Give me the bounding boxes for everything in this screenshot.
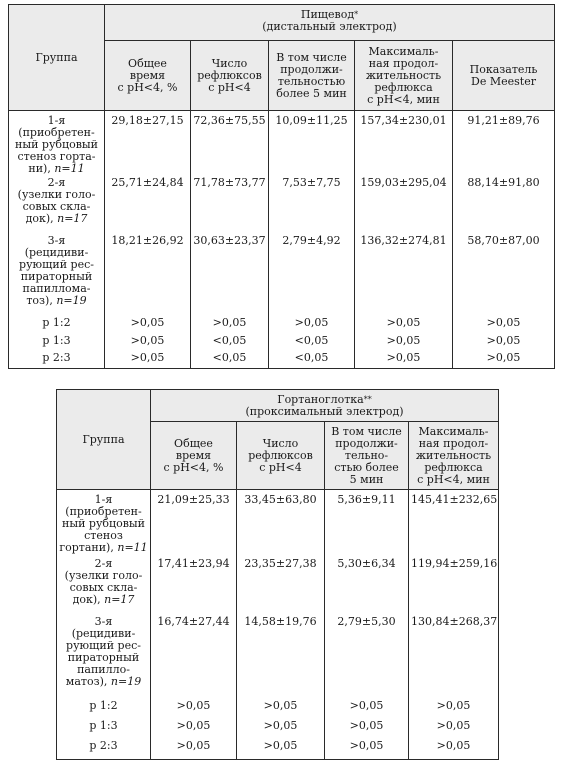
group-header: Группа (9, 5, 105, 111)
table-cell: >0,05 (409, 720, 499, 740)
table-cell: >0,05 (409, 700, 499, 720)
column-header: Максималь- ная продол- жительность рефлюкса с рН<4, мин (355, 41, 453, 111)
table-cell: 88,14±91,80 (453, 177, 555, 235)
hypopharynx-table (56, 389, 499, 760)
column-header: Число рефлюксов с рН<4 (237, 422, 325, 490)
table-cell: >0,05 (151, 700, 237, 720)
table-cell: 58,70±87,00 (453, 235, 555, 317)
title-text: Гортаноглотка (277, 393, 364, 406)
group-label: 1-я (приобретен- ный рубцовый стеноз гортани), n=11 (57, 490, 151, 558)
table-cell: >0,05 (151, 720, 237, 740)
title-text: Пищевод (300, 8, 355, 21)
table-cell: 71,78±73,77 (191, 177, 269, 235)
table-cell: >0,05 (325, 700, 409, 720)
table-cell: 91,21±89,76 (453, 111, 555, 177)
table-cell: 159,03±295,04 (355, 177, 453, 235)
table-cell: >0,05 (105, 352, 191, 369)
table-cell: 119,94±259,16 (409, 558, 499, 616)
p-label: р 2:3 (57, 740, 151, 760)
column-header: Общее время с рН<4, % (151, 422, 237, 490)
p-label: р 1:3 (57, 720, 151, 740)
table-cell: 2,79±4,92 (269, 235, 355, 317)
title-footnote-mark: ** (363, 395, 372, 404)
table-cell: 17,41±23,94 (151, 558, 237, 616)
table-title (105, 5, 555, 41)
group-label: 3-я (рецидиви- рующий рес- пираторный папиллома- тоз), n=19 (9, 235, 105, 317)
table-cell: 18,21±26,92 (105, 235, 191, 317)
table-cell: 145,41±232,65 (409, 490, 499, 558)
table-cell: 5,30±6,34 (325, 558, 409, 616)
table-cell: 136,32±274,81 (355, 235, 453, 317)
table-cell: >0,05 (325, 740, 409, 760)
column-header: Максималь- ная продол- жительность рефлюкса с рН<4, мин (409, 422, 499, 490)
table-cell: <0,05 (269, 335, 355, 352)
esophagus-table (8, 4, 555, 369)
table-cell: >0,05 (355, 335, 453, 352)
table-cell: >0,05 (325, 720, 409, 740)
subtitle-text: (дистальный электрод) (262, 20, 397, 33)
table-cell: 23,35±27,38 (237, 558, 325, 616)
table-cell: >0,05 (355, 317, 453, 335)
table-cell: 2,79±5,30 (325, 616, 409, 700)
title-footnote-mark: * (354, 10, 359, 19)
group-label: 2-я (узелки голо- совых скла- док), n=17 (9, 177, 105, 235)
table-cell: >0,05 (409, 740, 499, 760)
table-cell: >0,05 (105, 335, 191, 352)
p-label: р 1:3 (9, 335, 105, 352)
table-cell: 16,74±27,44 (151, 616, 237, 700)
column-header: Показатель De Meester (453, 41, 555, 111)
table-cell: >0,05 (237, 740, 325, 760)
table-cell: >0,05 (453, 352, 555, 369)
table-cell: 21,09±25,33 (151, 490, 237, 558)
table-cell: >0,05 (151, 740, 237, 760)
table-cell: <0,05 (269, 352, 355, 369)
group-header: Группа (57, 390, 151, 490)
column-header: Общее время с рН<4, % (105, 41, 191, 111)
table-cell: 10,09±11,25 (269, 111, 355, 177)
table-cell: 30,63±23,37 (191, 235, 269, 317)
p-label: р 1:2 (57, 700, 151, 720)
column-header: В том числе продолжи- тельностью более 5 мин (269, 41, 355, 111)
table-cell: 72,36±75,55 (191, 111, 269, 177)
table-cell: <0,05 (191, 335, 269, 352)
table-cell: 130,84±268,37 (409, 616, 499, 700)
table-cell: >0,05 (355, 352, 453, 369)
table-cell: 29,18±27,15 (105, 111, 191, 177)
p-label: р 1:2 (9, 317, 105, 335)
table-title (151, 390, 499, 422)
group-label: 3-я (рецидиви- рующий рес- пираторный папилло- матоз), n=19 (57, 616, 151, 700)
column-header: В том числе продолжи- тельно- стью более 5 мин (325, 422, 409, 490)
subtitle-text: (проксимальный электрод) (245, 405, 404, 418)
table-cell: >0,05 (453, 317, 555, 335)
table-cell: >0,05 (269, 317, 355, 335)
column-header: Число рефлюксов с рН<4 (191, 41, 269, 111)
table-cell: 33,45±63,80 (237, 490, 325, 558)
table-cell: 157,34±230,01 (355, 111, 453, 177)
table-cell: >0,05 (237, 700, 325, 720)
group-label: 1-я (приобретен- ный рубцовый стеноз горта- ни), n=11 (9, 111, 105, 177)
table-cell: >0,05 (105, 317, 191, 335)
table-cell: 14,58±19,76 (237, 616, 325, 700)
table-cell: 7,53±7,75 (269, 177, 355, 235)
group-label: 2-я (узелки голо- совых скла- док), n=17 (57, 558, 151, 616)
table-cell: <0,05 (191, 352, 269, 369)
table-cell: >0,05 (453, 335, 555, 352)
p-label: р 2:3 (9, 352, 105, 369)
table-cell: >0,05 (191, 317, 269, 335)
table-cell: 5,36±9,11 (325, 490, 409, 558)
table-cell: >0,05 (237, 720, 325, 740)
table-cell: 25,71±24,84 (105, 177, 191, 235)
